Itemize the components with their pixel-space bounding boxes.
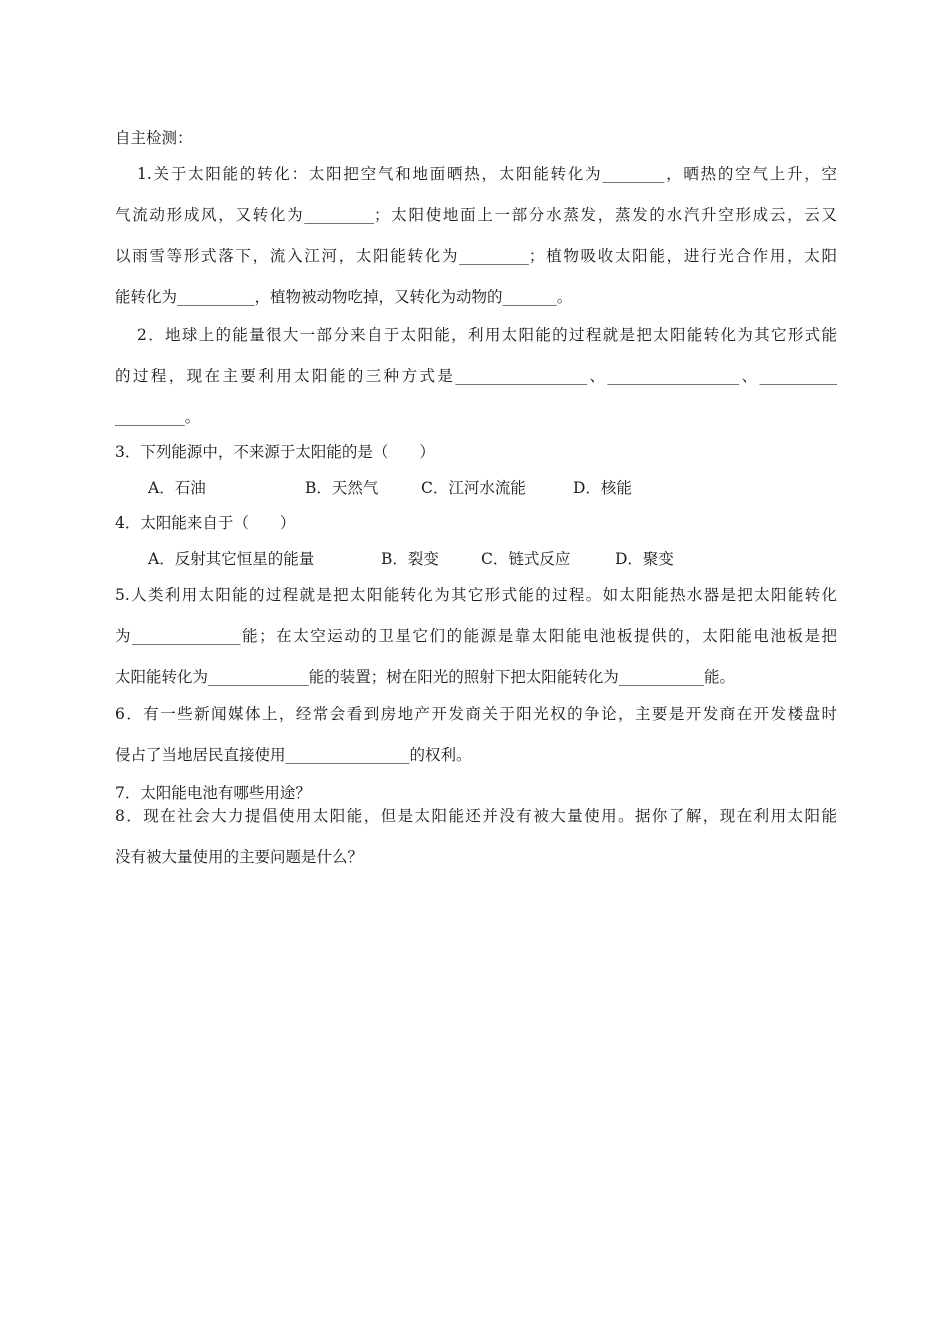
q5-line-1: 5.人类利用太阳能的过程就是把太阳能转化为其它形式能的过程。如太阳能热水器是把太阳能转化 [115, 586, 837, 604]
q5-line-3: 太阳能转化为_____________能的装置；树在阳光的照射下把太阳能转化为___________能。 [115, 668, 736, 686]
q3-stem: 3．下列能源中，不来源于太阳能的是（ ） [115, 443, 435, 461]
q1-line-1: 1.关于太阳能的转化：太阳把空气和地面晒热，太阳能转化为________，晒热的空气上升，空 [137, 165, 837, 183]
q4-stem: 4．太阳能来自于（ ） [115, 514, 296, 532]
q4-option-c: C．链式反应 [481, 550, 571, 568]
q1-line-4: 能转化为__________，植物被动物吃掉，又转化为动物的_______。 [115, 288, 573, 306]
q3-option-a: A．石油 [148, 479, 206, 497]
q3-option-b: B．天然气 [305, 479, 379, 497]
q1-line-3: 以雨雪等形式落下，流入江河，太阳能转化为_________；植物吸收太阳能，进行光合作用，太阳 [115, 247, 837, 265]
q2-line-3: _________。 [115, 408, 201, 426]
q8-line-1: 8．现在社会大力提倡使用太阳能，但是太阳能还并没有被大量使用。据你了解，现在利用太阳能 [115, 807, 837, 825]
q6-line-2: 侵占了当地居民直接使用________________的权利。 [115, 746, 472, 764]
q6-line-1: 6．有一些新闻媒体上，经常会看到房地产开发商关于阳光权的争论，主要是开发商在开发楼盘时 [115, 705, 837, 723]
q2-line-1: 2．地球上的能量很大一部分来自于太阳能，利用太阳能的过程就是把太阳能转化为其它形式能 [137, 326, 837, 344]
q4-option-d: D．聚变 [615, 550, 674, 568]
q1-line-2: 气流动形成风，又转化为_________；太阳使地面上一部分水蒸发，蒸发的水汽升空形成云，云又 [115, 206, 837, 224]
q3-option-d: D．核能 [573, 479, 632, 497]
q4-option-a: A．反射其它恒星的能量 [148, 550, 315, 568]
q5-line-2: 为______________能；在太空运动的卫星它们的能源是靠太阳能电池板提供的，太阳能电池板是把 [115, 627, 837, 645]
q8-line-2: 没有被大量使用的主要问题是什么？ [115, 848, 364, 866]
q7-line-1: 7．太阳能电池有哪些用途？ [115, 784, 311, 802]
q2-line-2: 的过程，现在主要利用太阳能的三种方式是_________________、_________________、__________ [115, 367, 837, 385]
section-heading: 自主检测： [115, 129, 193, 147]
q3-option-c: C．江河水流能 [421, 479, 526, 497]
q4-option-b: B．裂变 [381, 550, 439, 568]
